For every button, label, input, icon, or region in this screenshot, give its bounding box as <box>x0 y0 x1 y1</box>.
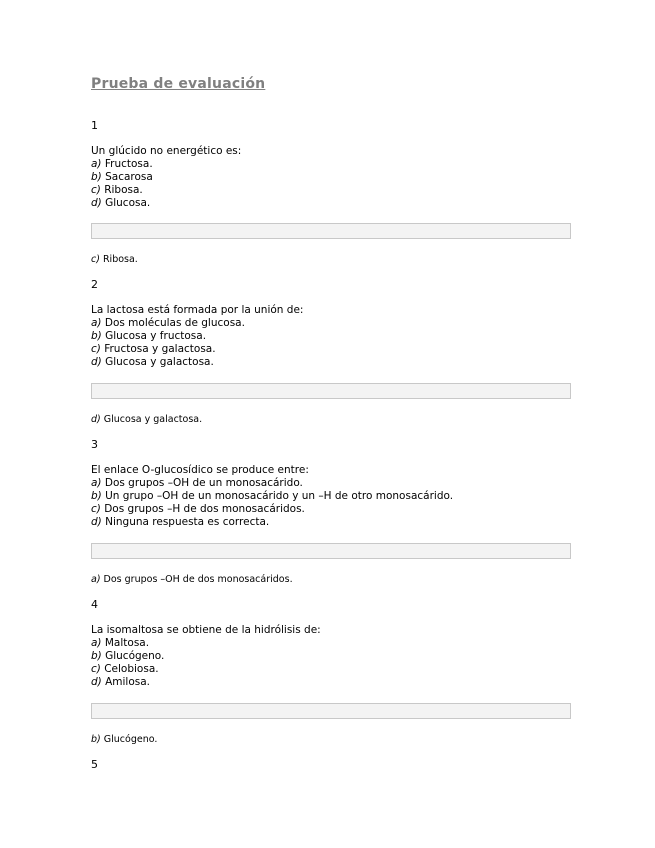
answer-input[interactable] <box>91 223 571 239</box>
question-number: 4 <box>91 598 98 611</box>
answer-input[interactable] <box>91 703 571 719</box>
question-number: 1 <box>91 119 98 132</box>
option-b: b) Glucógeno. <box>91 650 165 662</box>
option-d: d) Glucosa y galactosa. <box>91 356 214 368</box>
option-d: d) Glucosa. <box>91 197 151 209</box>
option-a: a) Dos grupos –OH de un monosacárido. <box>91 477 303 489</box>
option-b: b) Un grupo –OH de un monosacárido y un –H de otro monosacárido. <box>91 490 454 502</box>
question-number: 5 <box>91 758 98 771</box>
question-3 <box>91 438 571 529</box>
answer-text: d) Glucosa y galactosa. <box>91 414 203 425</box>
option-c: c) Celobiosa. <box>91 663 159 675</box>
option-a: a) Maltosa. <box>91 637 150 649</box>
answer-text: b) Glucógeno. <box>91 734 158 745</box>
question-number: 3 <box>91 438 98 451</box>
question-stem: La isomaltosa se obtiene de la hidrólisis de: <box>91 624 321 636</box>
answer-input[interactable] <box>91 543 571 559</box>
option-b: b) Glucosa y fructosa. <box>91 330 207 342</box>
question-1 <box>91 119 571 210</box>
question-4 <box>91 598 571 689</box>
option-a: a) Dos moléculas de glucosa. <box>91 317 245 329</box>
option-b: b) Sacarosa <box>91 171 153 183</box>
option-d: d) Amilosa. <box>91 676 151 688</box>
answer-input[interactable] <box>91 383 571 399</box>
question-stem: Un glúcido no energético es: <box>91 145 242 157</box>
option-d: d) Ninguna respuesta es correcta. <box>91 516 270 528</box>
answer-text: c) Ribosa. <box>91 254 138 265</box>
question-stem: La lactosa está formada por la unión de: <box>91 304 304 316</box>
option-a: a) Fructosa. <box>91 158 153 170</box>
answer-text: a) Dos grupos –OH de dos monosacáridos. <box>91 574 293 585</box>
question-stem: El enlace O-glucosídico se produce entre: <box>91 464 309 476</box>
question-number: 2 <box>91 278 98 291</box>
option-c: c) Ribosa. <box>91 184 143 196</box>
option-c: c) Fructosa y galactosa. <box>91 343 216 355</box>
option-c: c) Dos grupos –H de dos monosacáridos. <box>91 503 305 515</box>
question-2 <box>91 278 571 369</box>
page-title: Prueba de evaluación <box>91 76 266 92</box>
